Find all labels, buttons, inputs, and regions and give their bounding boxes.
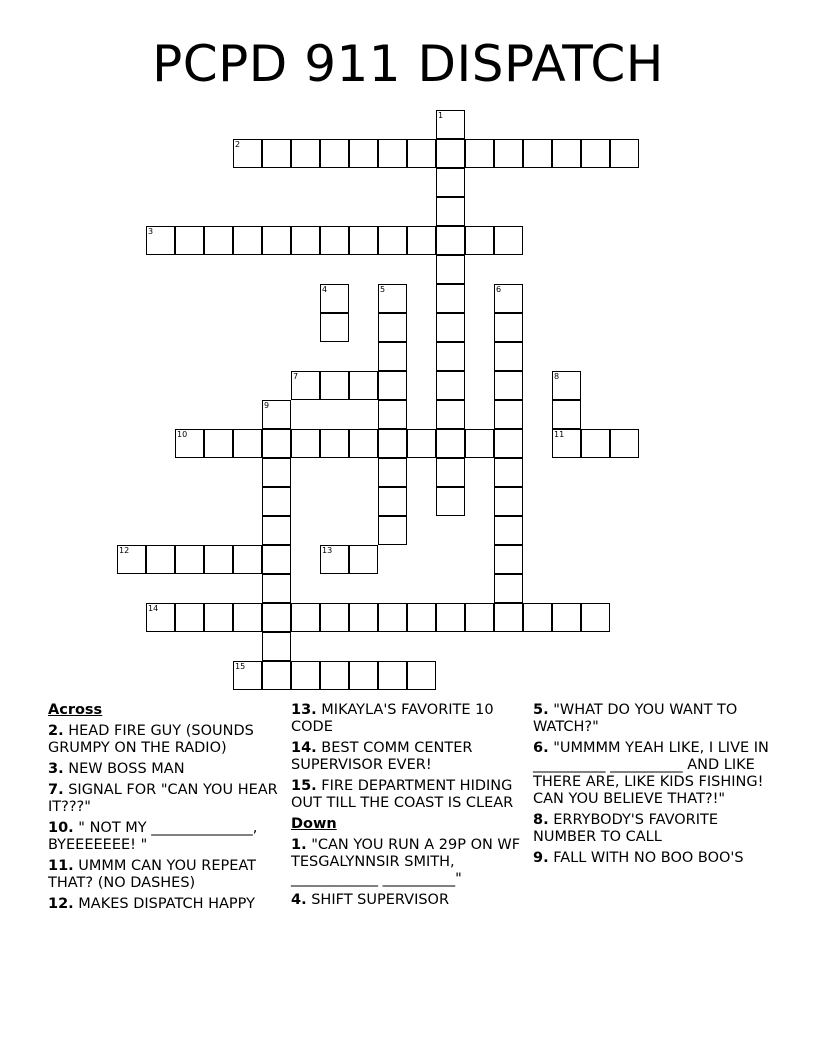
clue-across-11: 11. UMMM CAN YOU REPEAT THAT? (NO DASHES) (48, 858, 257, 891)
clue-number: 12 (119, 546, 130, 555)
puzzle-title: PCPD 911 DISPATCH (152, 35, 664, 93)
grid-cell[interactable] (233, 226, 262, 255)
grid-cell[interactable] (146, 226, 175, 255)
grid-cell[interactable] (233, 603, 262, 632)
grid-cell[interactable] (233, 661, 262, 690)
grid-cell[interactable] (262, 632, 291, 661)
clue-across-12: 12. MAKES DISPATCH HAPPY (48, 896, 255, 912)
grid-cell[interactable] (436, 371, 465, 400)
grid-cell[interactable] (349, 661, 378, 690)
grid-cell[interactable] (320, 284, 349, 313)
grid-cell[interactable] (349, 545, 378, 574)
grid-cell[interactable] (494, 603, 523, 632)
grid-cell[interactable] (291, 139, 320, 168)
grid-cell[interactable] (494, 313, 523, 342)
grid-cell[interactable] (349, 429, 378, 458)
grid-cell[interactable] (494, 429, 523, 458)
grid-cell[interactable] (291, 226, 320, 255)
clue-across-10: 10. " NOT MY ______________, BYEEEEEEE! " (48, 820, 258, 853)
clue-number: 6 (496, 285, 502, 294)
clues-column-2 (291, 702, 523, 913)
grid-cell[interactable] (204, 603, 233, 632)
grid-cell[interactable] (233, 429, 262, 458)
grid-cell[interactable] (378, 429, 407, 458)
grid-cell[interactable] (436, 400, 465, 429)
grid-cell[interactable] (349, 226, 378, 255)
clues-column-1 (48, 702, 280, 917)
grid-cell[interactable] (291, 603, 320, 632)
grid-cell[interactable] (494, 342, 523, 371)
grid-cell[interactable] (349, 371, 378, 400)
grid-cell[interactable] (378, 342, 407, 371)
grid-cell[interactable] (378, 400, 407, 429)
grid-cell[interactable] (262, 603, 291, 632)
clue-down-9: 9. FALL WITH NO BOO BOO'S (533, 850, 744, 866)
grid-cell[interactable] (262, 139, 291, 168)
grid-cell[interactable] (494, 400, 523, 429)
across-heading: Across (48, 702, 103, 718)
clue-number: 8 (554, 372, 560, 381)
clue-across-14: 14. BEST COMM CENTER SUPERVISOR EVER! (291, 740, 473, 773)
grid-cell[interactable] (494, 139, 523, 168)
grid-cell[interactable] (436, 603, 465, 632)
grid-cell[interactable] (262, 487, 291, 516)
clue-number: 1 (438, 111, 444, 120)
grid-cell[interactable] (436, 226, 465, 255)
grid-cell[interactable] (552, 400, 581, 429)
grid-cell[interactable] (407, 429, 436, 458)
grid-cell[interactable] (523, 139, 552, 168)
grid-cell[interactable] (262, 226, 291, 255)
grid-cell[interactable] (320, 139, 349, 168)
clue-down-1: 1. "CAN YOU RUN A 29P ON WF TESGALYNNSIR SMITH, ____________ __________" (291, 837, 521, 887)
grid-cell[interactable] (436, 313, 465, 342)
grid-cell[interactable] (291, 429, 320, 458)
grid-cell[interactable] (465, 139, 494, 168)
clue-across-7: 7. SIGNAL FOR "CAN YOU HEAR IT???" (48, 782, 278, 815)
grid-cell[interactable] (523, 603, 552, 632)
grid-cell[interactable] (581, 429, 610, 458)
grid-cell[interactable] (552, 371, 581, 400)
grid-cell[interactable] (378, 139, 407, 168)
grid-cell[interactable] (407, 226, 436, 255)
down-heading: Down (291, 816, 337, 832)
grid-cell[interactable] (494, 574, 523, 603)
grid-cell[interactable] (146, 545, 175, 574)
grid-cell[interactable] (494, 516, 523, 545)
grid-cell[interactable] (175, 603, 204, 632)
grid-cell[interactable] (204, 226, 233, 255)
grid-cell[interactable] (552, 603, 581, 632)
grid-cell[interactable] (262, 661, 291, 690)
clue-across-13: 13. MIKAYLA'S FAVORITE 10 CODE (291, 702, 494, 735)
grid-cell[interactable] (378, 313, 407, 342)
clue-across-3: 3. NEW BOSS MAN (48, 761, 185, 777)
grid-cell[interactable] (233, 545, 262, 574)
grid-cell[interactable] (494, 458, 523, 487)
clue-number: 4 (322, 285, 328, 294)
clue-number: 9 (264, 401, 270, 410)
grid-cell[interactable] (378, 284, 407, 313)
clue-number: 13 (322, 546, 333, 555)
clue-number: 14 (148, 604, 159, 613)
grid-cell[interactable] (436, 429, 465, 458)
clue-number: 15 (235, 662, 246, 671)
grid-cell[interactable] (407, 603, 436, 632)
grid-cell[interactable] (378, 516, 407, 545)
grid-cell[interactable] (117, 545, 146, 574)
grid-cell[interactable] (610, 139, 639, 168)
grid-cell[interactable] (378, 487, 407, 516)
grid-cell[interactable] (407, 661, 436, 690)
grid-cell[interactable] (436, 342, 465, 371)
grid-cell[interactable] (320, 226, 349, 255)
clue-number: 11 (554, 430, 565, 439)
grid-cell[interactable] (581, 603, 610, 632)
clue-across-2: 2. HEAD FIRE GUY (SOUNDS GRUMPY ON THE RADIO) (48, 723, 254, 756)
grid-cell[interactable] (465, 603, 494, 632)
grid-cell[interactable] (175, 429, 204, 458)
clue-down-5: 5. "WHAT DO YOU WANT TO WATCH?" (533, 702, 738, 735)
grid-cell[interactable] (581, 139, 610, 168)
grid-cell[interactable] (436, 197, 465, 226)
grid-cell[interactable] (262, 574, 291, 603)
grid-cell[interactable] (465, 429, 494, 458)
clue-number: 3 (148, 227, 154, 236)
grid-cell[interactable] (378, 603, 407, 632)
grid-cell[interactable] (436, 255, 465, 284)
grid-cell[interactable] (552, 429, 581, 458)
grid-cell[interactable] (436, 487, 465, 516)
clues-column-3 (533, 702, 773, 871)
grid-cell[interactable] (494, 371, 523, 400)
clue-number: 7 (293, 372, 299, 381)
grid-cell[interactable] (320, 603, 349, 632)
grid-cell[interactable] (320, 661, 349, 690)
grid-cell[interactable] (436, 110, 465, 139)
grid-cell[interactable] (262, 429, 291, 458)
grid-cell[interactable] (494, 545, 523, 574)
clue-down-4: 4. SHIFT SUPERVISOR (291, 892, 450, 908)
grid-cell[interactable] (233, 139, 262, 168)
grid-cell[interactable] (465, 226, 494, 255)
grid-cell[interactable] (494, 284, 523, 313)
grid-cell[interactable] (436, 139, 465, 168)
grid-cell[interactable] (175, 226, 204, 255)
grid-cell[interactable] (146, 603, 175, 632)
grid-cell[interactable] (320, 313, 349, 342)
grid-cell[interactable] (494, 226, 523, 255)
grid-cell[interactable] (262, 545, 291, 574)
clue-number: 2 (235, 140, 241, 149)
grid-cell[interactable] (320, 429, 349, 458)
grid-cell[interactable] (378, 371, 407, 400)
grid-cell[interactable] (175, 545, 204, 574)
clue-number: 5 (380, 285, 386, 294)
grid-cell[interactable] (349, 603, 378, 632)
grid-cell[interactable] (262, 516, 291, 545)
clue-down-6: 6. "UMMMM YEAH LIKE, I LIVE IN __________ __________ AND LIKE THERE ARE, LIKE KIDS FISHING! CAN YOU BELIEVE THAT?!" (533, 740, 769, 807)
grid-cell[interactable] (494, 487, 523, 516)
grid-cell[interactable] (378, 458, 407, 487)
clue-number: 10 (177, 430, 188, 439)
grid-cell[interactable] (610, 429, 639, 458)
grid-cell[interactable] (378, 661, 407, 690)
grid-cell[interactable] (436, 458, 465, 487)
grid-cell[interactable] (320, 371, 349, 400)
grid-cell[interactable] (204, 545, 233, 574)
grid-cell[interactable] (320, 545, 349, 574)
grid-cell[interactable] (552, 139, 581, 168)
grid-cell[interactable] (291, 371, 320, 400)
clue-down-8: 8. ERRYBODY'S FAVORITE NUMBER TO CALL (533, 812, 719, 845)
grid-cell[interactable] (262, 458, 291, 487)
grid-cell[interactable] (262, 400, 291, 429)
grid-cell[interactable] (349, 139, 378, 168)
grid-cell[interactable] (204, 429, 233, 458)
grid-cell[interactable] (378, 226, 407, 255)
grid-cell[interactable] (407, 139, 436, 168)
grid-cell[interactable] (436, 284, 465, 313)
grid-cell[interactable] (436, 168, 465, 197)
clue-across-15: 15. FIRE DEPARTMENT HIDING OUT TILL THE COAST IS CLEAR (291, 778, 514, 811)
grid-cell[interactable] (291, 661, 320, 690)
